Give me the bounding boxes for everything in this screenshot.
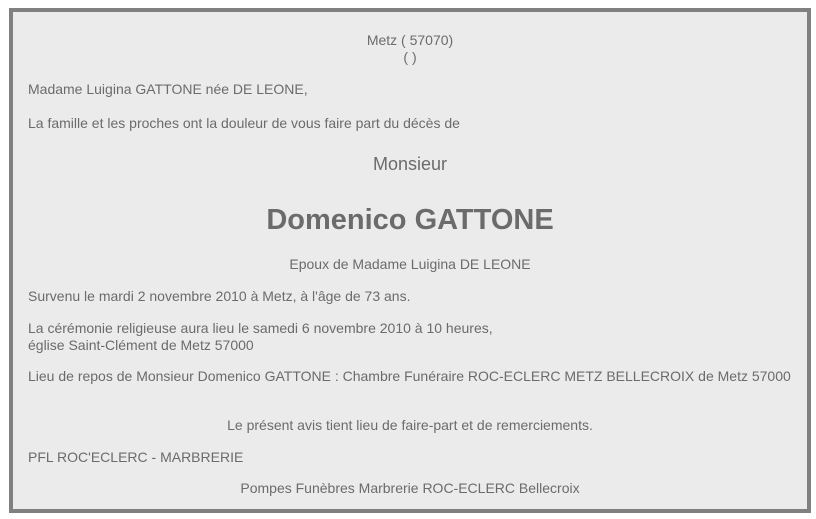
death-date-line: Survenu le mardi 2 novembre 2010 à Metz, à l'âge de 73 ans. [28, 288, 411, 304]
location-extra: ( ) [403, 49, 417, 65]
ceremony-line-1: La cérémonie religieuse aura lieu le samedi 6 novembre 2010 à 10 heures, [28, 320, 493, 336]
rest-place: Lieu de repos de Monsieur Domenico GATTONE : Chambre Funéraire ROC-ECLERC METZ BELLECROIX de Metz 57000 [28, 368, 791, 384]
from-line: Madame Luigina GATTONE née DE LEONE, [28, 81, 308, 97]
civility: Monsieur [372, 154, 448, 174]
funeral-home: Pompes Funèbres Marbrerie ROC-ECLERC Bellecroix [240, 480, 580, 496]
deceased-name: Domenico GATTONE [266, 204, 554, 236]
company-name: PFL ROC'ECLERC - MARBRERIE [28, 449, 244, 465]
ceremony-line-2: église Saint-Clément de Metz 57000 [28, 337, 254, 353]
spouse-line: Epoux de Madame Luigina DE LEONE [289, 256, 531, 272]
obituary-notice [9, 8, 811, 513]
location-city: Metz ( 57070) [366, 32, 454, 48]
notice-text: Le présent avis tient lieu de faire-part et de remerciements. [227, 417, 593, 433]
intro-text: La famille et les proches ont la douleur de vous faire part du décès de [28, 115, 460, 131]
